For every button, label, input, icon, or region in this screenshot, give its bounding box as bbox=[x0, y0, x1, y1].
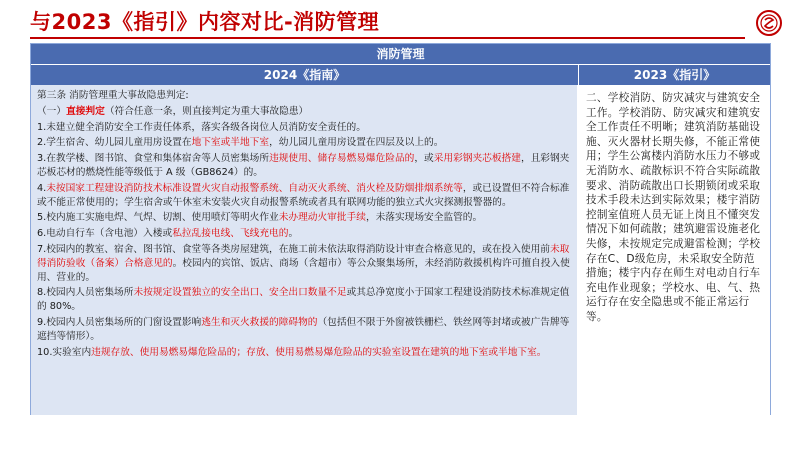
list-item-4 bbox=[37, 182, 573, 210]
item4-highlight: 未按国家工程建设消防技术标准设置火灾自动报警系统、自动灭火系统、消火栓及防烟排烟系统等 bbox=[46, 182, 463, 194]
list-item-9 bbox=[37, 316, 573, 344]
item9-text-end: （包括但不限于外窗被铁栅栏、铁丝网等封堵或被广告牌等遮挡等情形）。 bbox=[37, 316, 570, 342]
list-item-5 bbox=[37, 211, 573, 225]
item6-text: 6.电动自行车（含电池）入楼或 bbox=[37, 228, 173, 240]
item6-text-end: 。 bbox=[288, 228, 299, 240]
list-item-3 bbox=[37, 152, 573, 180]
item8-text: 8.校园内人员密集场所 bbox=[37, 287, 134, 299]
list-item-6 bbox=[37, 227, 573, 241]
cell-2024-content bbox=[31, 85, 578, 415]
item5-highlight: 未办理动火审批手续 bbox=[278, 212, 366, 224]
item2-highlight: 地下室或半地下室 bbox=[191, 137, 270, 149]
item8-text-end: 或其总净宽度小于国家工程建设消防技术标准规定值的 80%。 bbox=[37, 287, 570, 313]
list-item-10 bbox=[37, 346, 573, 360]
direct-label: 直接判定 bbox=[66, 105, 105, 117]
cell-2023-content: 二、学校消防、防灾减灾与建筑安全工作。学校消防、防灾减灾和建筑安全工作责任不明晰；建筑消防基础设施、灭火器材长期失修，不能正常使用；学生公寓楼内消防水压力不够或无消防水、疏散标识不符合实际疏散要求、消防疏散出口长期锁闭或采取技术手段未达到实际效果；楼宇消防控制室值班人员无证上岗且不懂突发情况下如何疏散；建筑避雷设施老化失修，未按规定完成避雷检测；学校存在C、D级危房，未采取安全防范措施；楼宇内存在师生对电动自行车充电作业现象；学校水、电、气、热运行存在安全隐患或不能正常运行等。 bbox=[578, 85, 770, 415]
item5-text-end: ，未落实现场安全监管的。 bbox=[365, 212, 483, 224]
item7-highlight: 未取得消防验收（备案）合格意见的 bbox=[37, 243, 570, 269]
table-banner: 消防管理 bbox=[31, 44, 770, 65]
column-header-2024: 2024《指南》 bbox=[31, 65, 579, 85]
item7-text: 7.校园内的教室、宿舍、图书馆、食堂等各类房屋建筑，在施工前未依法取得消防设计审查合格意见的，或在投入使用前 bbox=[37, 243, 550, 255]
item9-text: 9.校园内人员密集场所的门窗设置影响 bbox=[37, 316, 202, 328]
brand-logo-icon bbox=[755, 9, 783, 37]
item3-text: 3.在教学楼、图书馆、食堂和集体宿舍等人员密集场所 bbox=[37, 153, 270, 165]
table-body-row bbox=[31, 85, 770, 415]
page-title: 与2023《指引》内容对比-消防管理 bbox=[30, 10, 380, 34]
comparison-table bbox=[30, 43, 771, 415]
item2-text-end: ，幼儿园儿童用房设置在四层及以上的。 bbox=[269, 137, 444, 149]
column-header-2023: 2023《指引》 bbox=[579, 65, 770, 85]
item3-text-mid: ，或 bbox=[414, 153, 434, 165]
list-item-1: 1.未建立健全消防安全工作责任体系，落实各级各岗位人员消防安全责任的。 bbox=[37, 121, 366, 133]
list-item-2 bbox=[37, 136, 573, 150]
title-underline bbox=[30, 37, 745, 39]
item3-text-end: ，且彩钢夹芯板芯材的燃烧性能等级低于 A 级（GB8624）的。 bbox=[37, 153, 570, 178]
item3-highlight-1: 违规使用、储存易燃易爆危险品的 bbox=[269, 153, 415, 165]
item2-text: 2.学生宿舍、幼儿园儿童用房设置在 bbox=[37, 137, 192, 149]
direct-judgment-line bbox=[37, 105, 573, 119]
list-item-7 bbox=[37, 243, 573, 284]
table-header-row bbox=[31, 65, 770, 85]
direct-prefix: （一） bbox=[37, 105, 67, 117]
item9-highlight: 逃生和灭火救援的障碍物的 bbox=[201, 316, 318, 328]
list-item-8 bbox=[37, 286, 573, 314]
item6-highlight: 私拉乱接电线、飞线充电的 bbox=[172, 228, 289, 240]
direct-suffix: （符合任意一条，则直接判定为重大事故隐患） bbox=[104, 105, 309, 117]
item4-text-end: ，或已设置但不符合标准或不能正常使用的；学生宿舍或午休室未安装火灾自动报警系统或者具有联网功能的独立式火灾探测报警器的。 bbox=[37, 182, 570, 208]
item10-highlight: 违规存放、使用易燃易爆危险品的；存放、使用易燃易爆危险品的实验室设置在建筑的地下室或半地下室。 bbox=[91, 346, 547, 358]
item3-highlight-2: 采用彩钢夹芯板搭建 bbox=[433, 153, 521, 165]
intro-text: 第三条 消防管理重大事故隐患判定: bbox=[37, 90, 189, 101]
item8-highlight: 未按规定设置独立的安全出口、安全出口数量不足 bbox=[133, 287, 347, 299]
item5-text: 5.校内施工实施电焊、气焊、切割、使用喷灯等明火作业 bbox=[37, 212, 279, 224]
item10-text: 10.实验室内 bbox=[37, 346, 92, 358]
item7-text-end: 。校园内的宾馆、饭店、商场（含超市）等公众聚集场所，未经消防救援机构许可擅自投入使用、营业的。 bbox=[37, 257, 570, 283]
item4-text: 4. bbox=[37, 182, 47, 194]
